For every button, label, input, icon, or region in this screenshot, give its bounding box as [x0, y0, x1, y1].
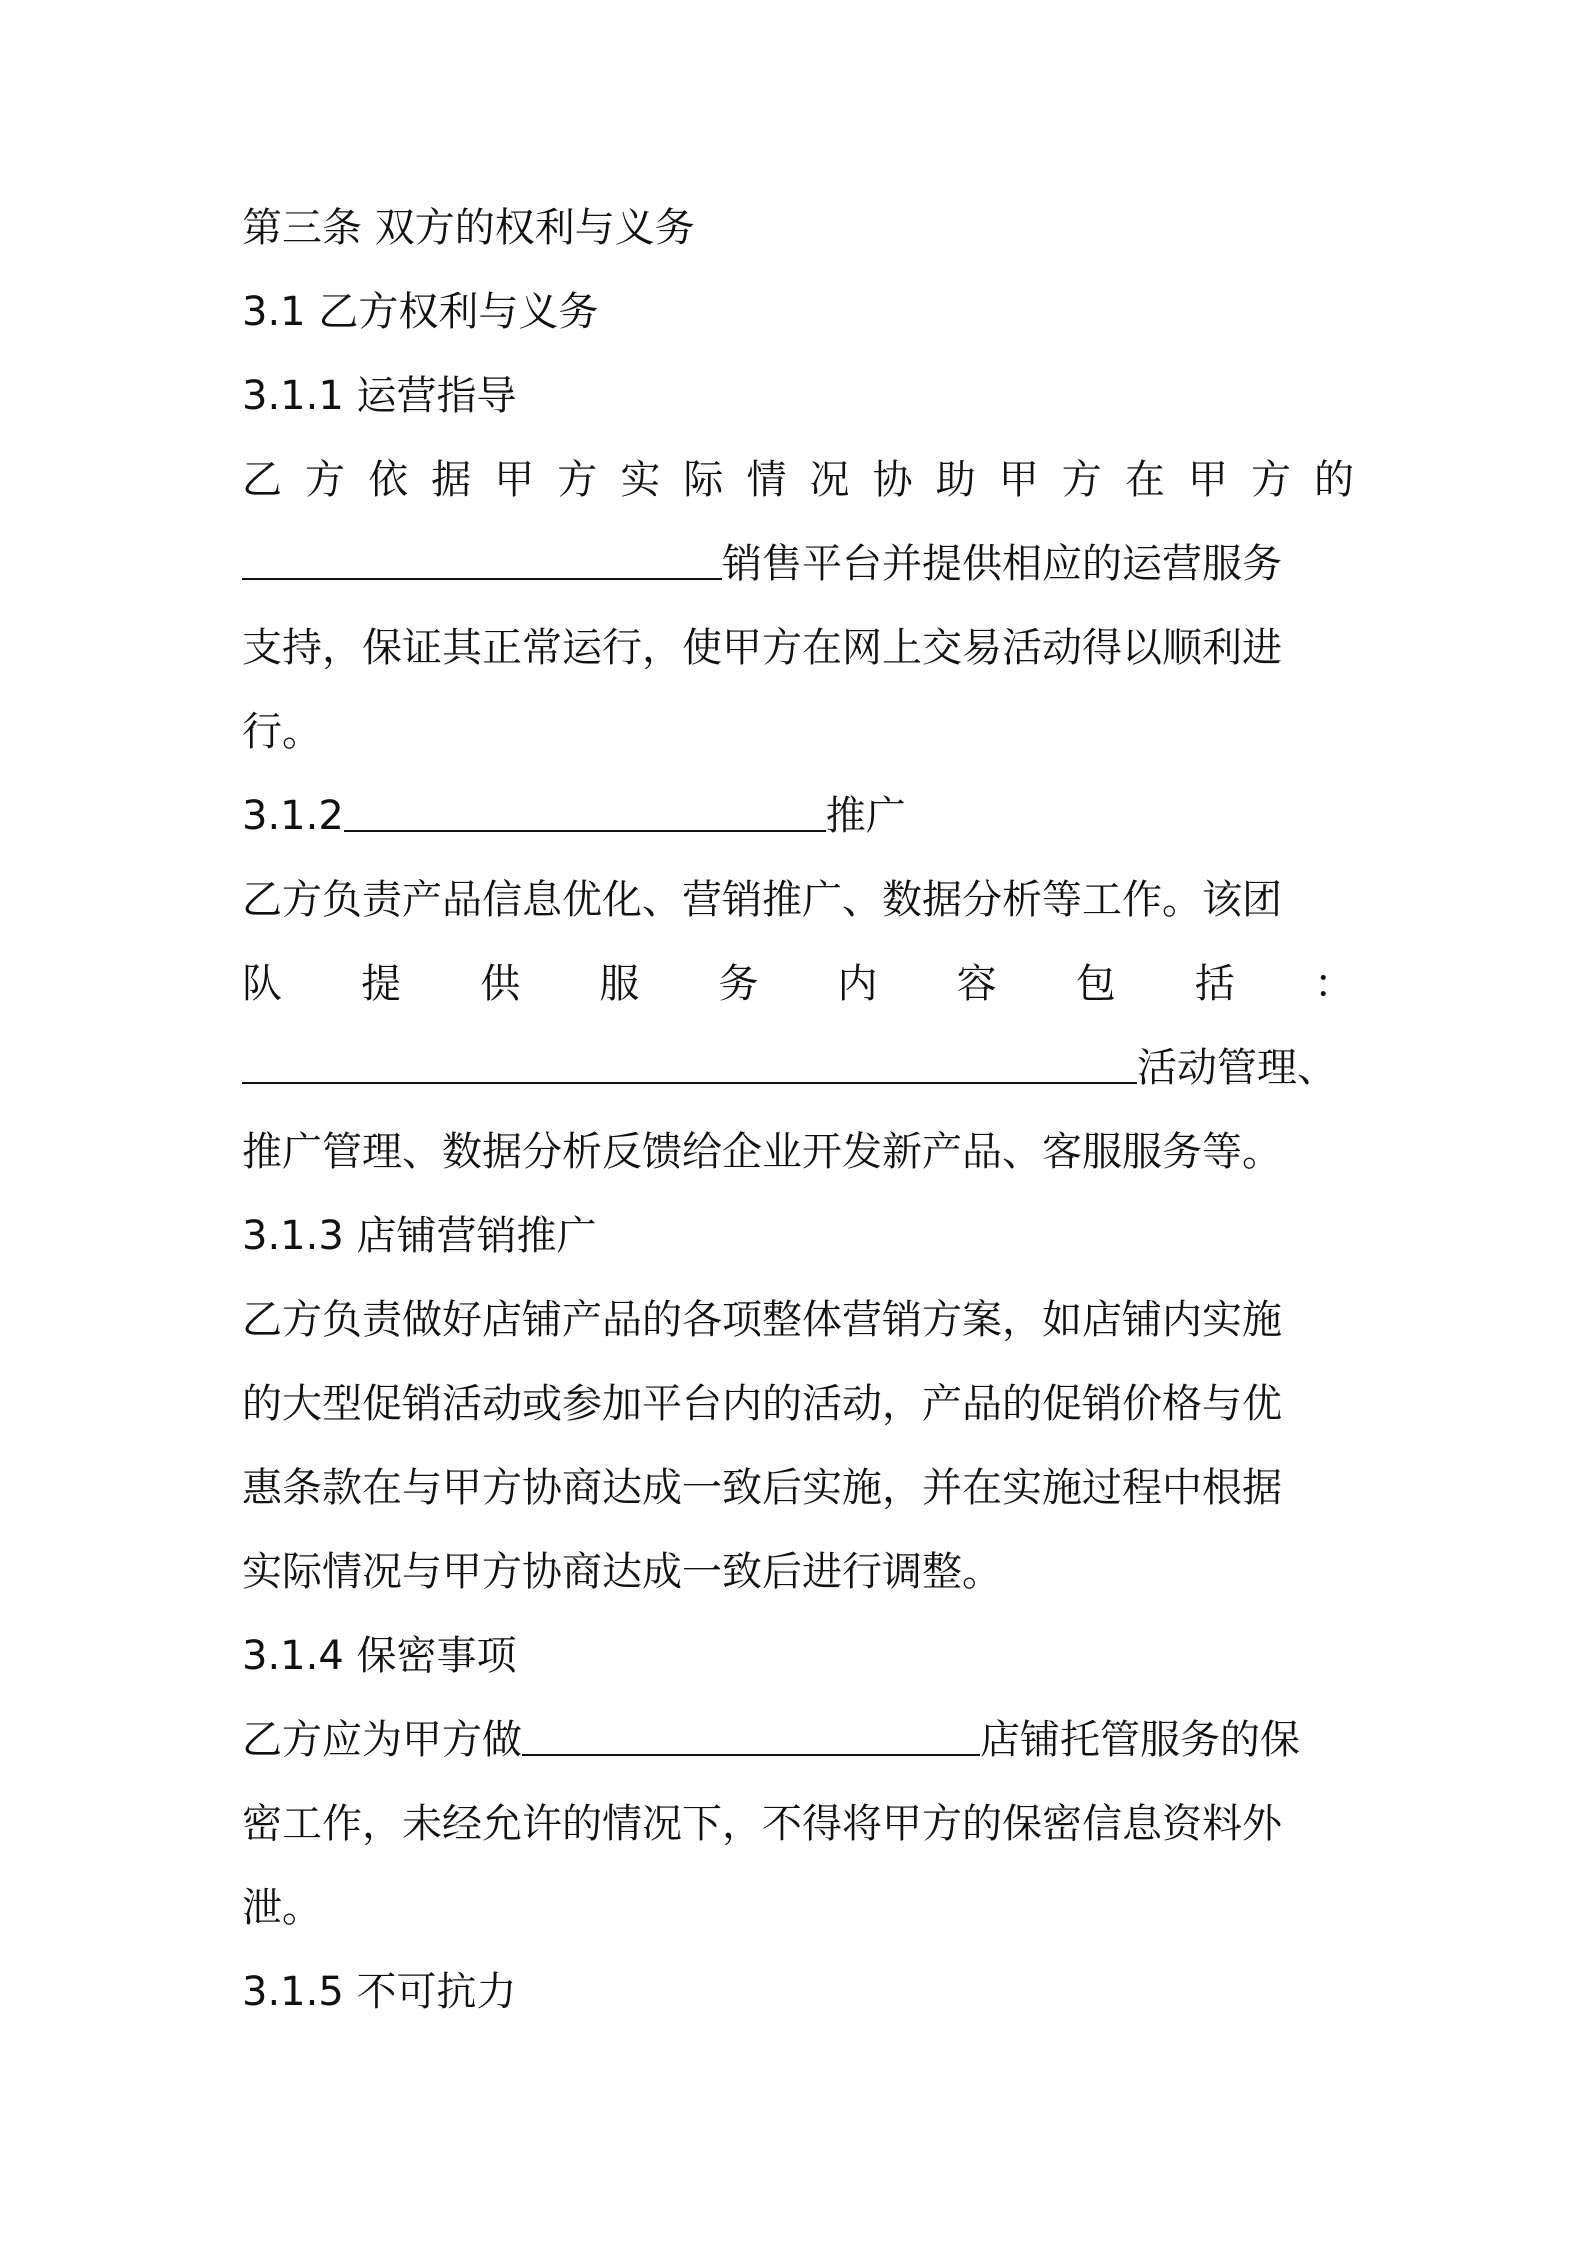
- paragraph-3-1-1-line-2-text: 销售平台并提供相应的运营服务: [722, 541, 1282, 587]
- paragraph-3-1-4-line-2: 密工作，未经允许的情况下，不得将甲方的保密信息资料外: [242, 1801, 1282, 1847]
- paragraph-3-1-4-line-1-after: 店铺托管服务的保: [980, 1717, 1300, 1763]
- fill-in-blank-promotion[interactable]: [344, 790, 826, 832]
- paragraph-3-1-3-line-1: 乙方负责做好店铺产品的各项整体营销方案，如店铺内实施: [242, 1297, 1282, 1343]
- paragraph-3-1-4-line-1: [242, 1710, 1354, 1770]
- paragraph-3-1-2-line-3-text: 活动管理、: [1137, 1045, 1337, 1091]
- section-heading-3-1-1: 3.1.1 运营指导: [242, 373, 517, 419]
- paragraph-3-1-1-line-3: 支持，保证其正常运行，使甲方在网上交易活动得以顺利进: [242, 625, 1282, 671]
- paragraph-3-1-3-line-2: 的大型促销活动或参加平台内的活动，产品的促销价格与优: [242, 1381, 1282, 1427]
- paragraph-3-1-3-line-4: 实际情况与甲方协商达成一致后进行调整。: [242, 1549, 1002, 1595]
- paragraph-3-1-1-line-2: [242, 534, 1354, 594]
- article-heading: 第三条 双方的权利与义务: [242, 205, 695, 251]
- paragraph-3-1-1-line-4: 行。: [242, 709, 322, 755]
- section-heading-3-1-4: 3.1.4 保密事项: [242, 1633, 517, 1679]
- paragraph-3-1-1-line-1: 乙方依据甲方实际情况协助甲方在甲方的: [242, 457, 1354, 503]
- section-heading-3-1-2-suffix: 推广: [825, 793, 906, 839]
- section-heading-3-1: 3.1 乙方权利与义务: [242, 289, 599, 335]
- fill-in-blank-confidential[interactable]: [522, 1714, 980, 1756]
- section-heading-3-1-3: 3.1.3 店铺营销推广: [242, 1213, 597, 1259]
- paragraph-3-1-2-line-4: 推广管理、数据分析反馈给企业开发新产品、客服服务等。: [242, 1129, 1282, 1175]
- paragraph-3-1-2-line-1: 乙方负责产品信息优化、营销推广、数据分析等工作。该团: [242, 877, 1282, 923]
- paragraph-3-1-4-line-1-before: 乙方应为甲方做: [242, 1717, 522, 1763]
- section-heading-3-1-2-number: 3.1.2: [242, 793, 344, 839]
- section-heading-3-1-5: 3.1.5 不可抗力: [242, 1969, 517, 2015]
- fill-in-blank-services[interactable]: [242, 1042, 1137, 1084]
- paragraph-3-1-3-line-3: 惠条款在与甲方协商达成一致后实施，并在实施过程中根据: [242, 1465, 1282, 1511]
- paragraph-3-1-4-line-3: 泄。: [242, 1885, 322, 1931]
- paragraph-3-1-2-line-2: 队提供服务内容包括：: [242, 961, 1354, 1007]
- section-heading-3-1-2: [242, 786, 1354, 846]
- fill-in-blank-platform[interactable]: [242, 538, 722, 580]
- paragraph-3-1-2-line-3: [242, 1038, 1354, 1098]
